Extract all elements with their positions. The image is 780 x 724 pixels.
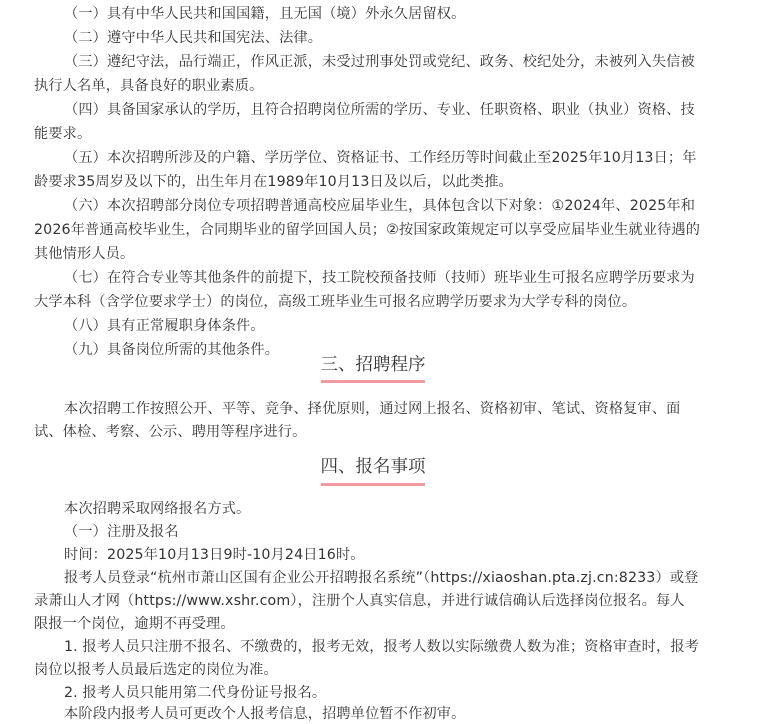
condition-6-cont: 2026年普通高校毕业生，合同期毕业的留学回国人员；②按国家政策规定可以享受应届毕业生就业待遇的 [34, 222, 701, 238]
section-4-line-2: （一）注册及报名 [64, 524, 179, 540]
section-4-line-5: 录萧山人才网（https://www.xshr.com），注册个人真实信息，并进行诚信确认后选择岗位报名。每人 [34, 593, 685, 609]
condition-6-cont2: 其他情形人员。 [34, 246, 135, 262]
condition-1: （一）具有中华人民共和国国籍，且无国（境）外永久居留权。 [64, 6, 466, 22]
condition-5-cont: 龄要求35周岁及以下的，出生年月在1989年10月13日及以后，以此类推。 [34, 174, 513, 190]
condition-7: （七）在符合专业等其他条件的前提下，技工院校预备技师（技师）班毕业生可报名应聘学历要求为 [64, 270, 695, 286]
section-3-title: 三、招聘程序 [320, 355, 426, 375]
condition-5: （五）本次招聘所涉及的户籍、学历学位、资格证书、工作经历等时间截止至2025年10月13日；年 [64, 150, 697, 166]
section-4-line-6: 限报一个岗位，逾期不再受理。 [34, 616, 235, 632]
section-4-title: 四、报名事项 [320, 457, 426, 477]
condition-2: （二）遵守中华人民共和国宪法、法律。 [64, 30, 323, 46]
section-4-underline [321, 483, 425, 486]
section-3-underline [321, 380, 425, 383]
section-4-line-9: 2. 报考人员只能用第二代身份证号报名。 [64, 685, 327, 701]
section-4-line-7: 1. 报考人员只注册不报名、不缴费的，报考无效，报考人数以实际缴费人数为准；资格审查时，报考 [64, 639, 700, 655]
condition-4: （四）具备国家承认的学历，且符合招聘岗位所需的学历、专业、任职资格、职业（执业）资格、技 [64, 102, 695, 118]
section-4-line-10: 本阶段内报考人员可更改个人报考信息，招聘单位暂不作初审。 [64, 706, 466, 722]
section-4-line-3: 时间：2025年10月13日9时-10月24日16时。 [64, 547, 365, 563]
section-3-paragraph-line-1: 本次招聘工作按照公开、平等、竞争、择优原则，通过网上报名、资格初审、笔试、资格复审、面 [64, 401, 681, 417]
section-4-line-1: 本次招聘采取网络报名方式。 [64, 501, 251, 517]
condition-7-cont: 大学本科（含学位要求学士）的岗位，高级工班毕业生可报名应聘学历要求为大学专科的岗位。 [34, 294, 637, 310]
condition-3-cont: 执行人名单，具备良好的职业素质。 [34, 78, 264, 94]
condition-8: （八）具有正常履职身体条件。 [64, 318, 265, 334]
condition-4-cont: 能要求。 [34, 126, 92, 142]
condition-3: （三）遵纪守法，品行端正，作风正派，未受过刑事处罚或党纪、政务、校纪处分，未被列入失信被 [64, 54, 695, 70]
section-4-line-8: 岗位以报考人员最后选定的岗位为准。 [34, 662, 278, 678]
condition-9: （九）具备岗位所需的其他条件。 [64, 342, 280, 358]
condition-6: （六）本次招聘部分岗位专项招聘普通高校应届毕业生，具体包含以下对象：①2024年、2025年和 [64, 198, 696, 214]
section-4-line-4: 报考人员登录“杭州市萧山区国有企业公开招聘报名系统”（https://xiaoshan.pta.zj.cn:8233）或登 [64, 570, 699, 586]
section-3-paragraph-line-2: 试、体检、考察、公示、聘用等程序进行。 [34, 424, 307, 440]
